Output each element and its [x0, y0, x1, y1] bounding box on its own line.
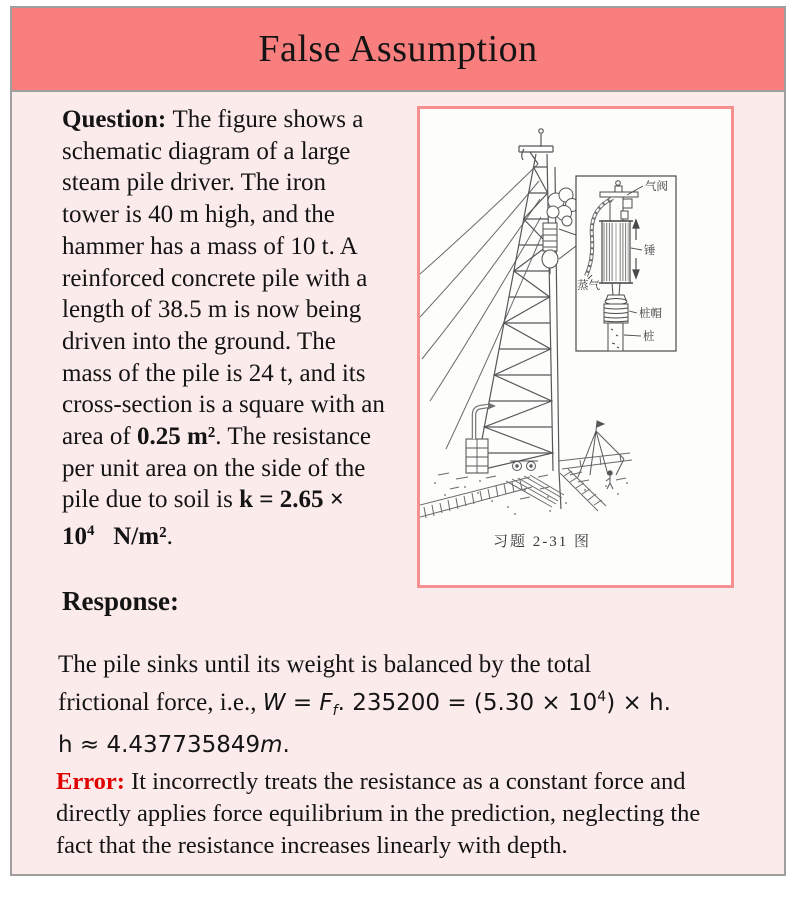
label-hammer: 锤: [644, 245, 656, 257]
tower: [476, 129, 561, 509]
response-heading: Response:: [62, 586, 180, 616]
page-title: False Assumption: [258, 28, 538, 70]
tower-hammer: [542, 223, 558, 274]
label-pile: 桩: [643, 331, 655, 343]
hammer-inset: [576, 176, 676, 351]
response-text: The pile sinks until its weight is balanced by the total frictional force, i.e., $W = F_f$. $235200 = (5.30 \times 10^4) \times h$. h ≈ 4.437735849m.: [58, 651, 671, 758]
label-steam: 蒸气: [577, 280, 600, 292]
base-trolley: [510, 461, 538, 471]
pile-driver-figure: [420, 109, 731, 585]
steam-cloud-icon: [547, 188, 579, 226]
figure-panel: [417, 106, 734, 588]
error-text: Error: It incorrectly treats the resistance as a constant force and directly applies force equilibrium in the prediction, neglecting the fact that the resistance increases linearly with depth.: [56, 768, 701, 859]
label-gas-valve: 气阀: [645, 181, 668, 193]
question-text: Question: The figure shows a schematic diagram of a large steam pile driver. The iron tower is 40 m high, and the hammer has a mass of 10 t. A reinforced concrete pile with a length of 38.5 m is now being driven into the ground. The mass of the pile is 24 t, and its cross-section is a square with an area of 0.25 m². The resistance per unit area on the side of the pile due to soil is k = 2.65 × $10^4$ N/m².: [62, 106, 385, 551]
card-header: [12, 8, 784, 92]
small-derrick: [578, 421, 624, 489]
inset-connector-lines: [559, 229, 576, 259]
card: [10, 6, 786, 876]
label-pile-cap: 桩帽: [639, 308, 662, 320]
figure-caption: 习题 2-31 图: [493, 534, 591, 550]
boiler: [466, 403, 496, 474]
ground: [420, 453, 632, 518]
